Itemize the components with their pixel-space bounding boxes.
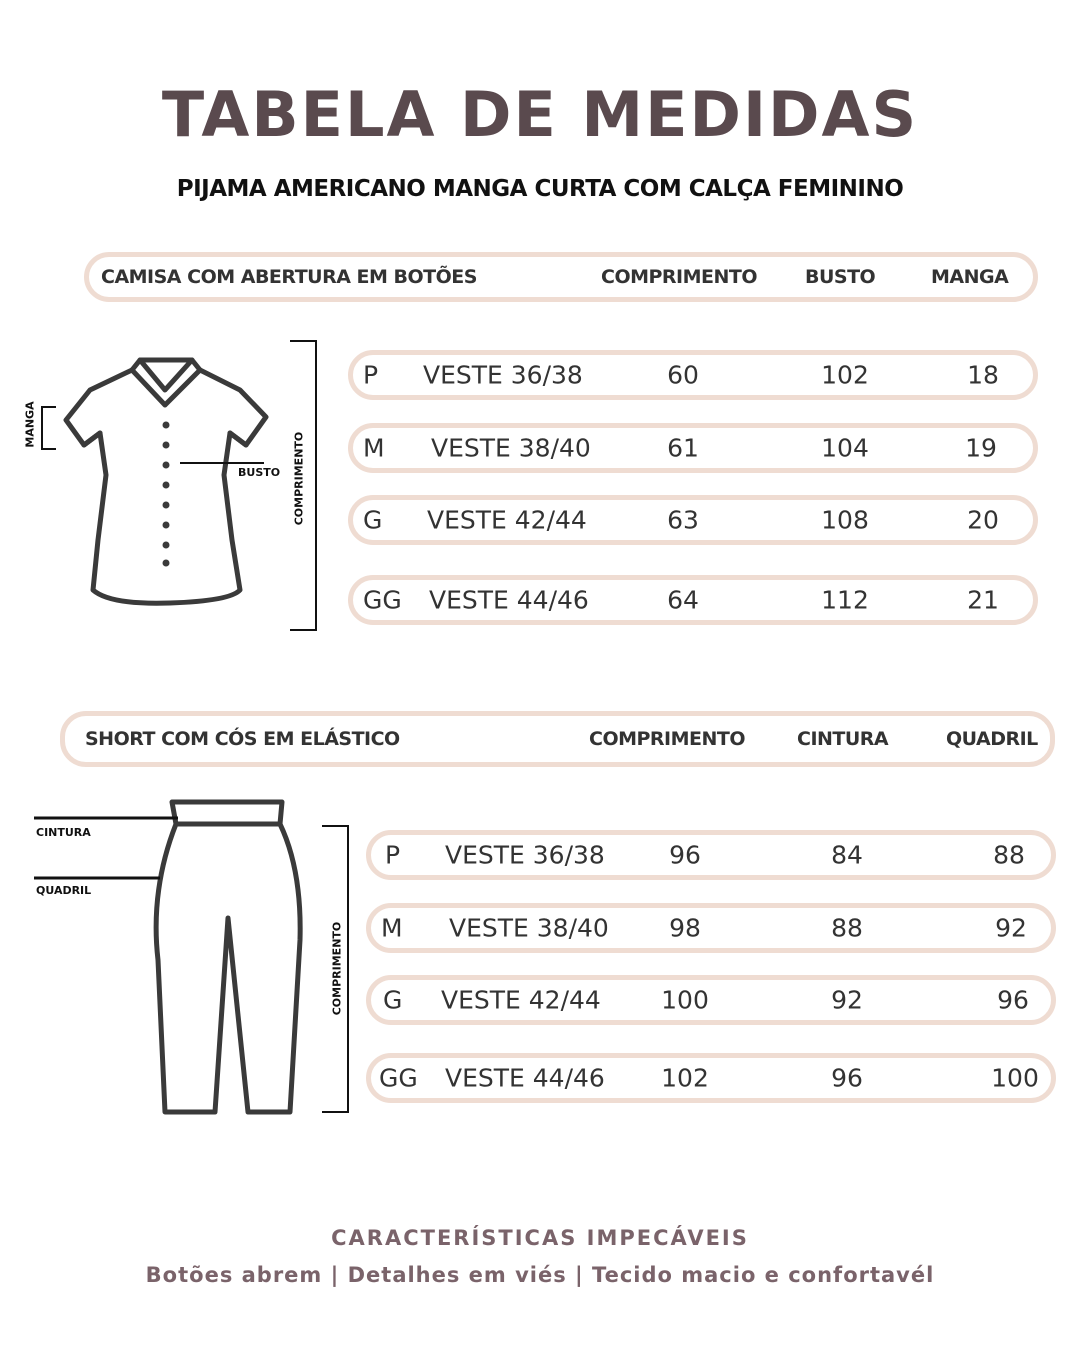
length-value: 64 <box>667 585 699 615</box>
pants-header <box>60 711 1055 767</box>
waist-value: 84 <box>831 840 863 870</box>
waist-value: 92 <box>831 985 863 1015</box>
page-subtitle: PIJAMA AMERICANO MANGA CURTA COM CALÇA FEMININO <box>176 176 904 202</box>
fit-label: VESTE 44/46 <box>429 585 589 615</box>
sleeve-value: 18 <box>967 360 999 390</box>
length-value: 61 <box>667 433 699 463</box>
shirt-header-product: CAMISA COM ABERTURA EM BOTÕES <box>101 266 477 288</box>
pants-row <box>366 1053 1056 1103</box>
pants-header-product: SHORT COM CÓS EM ELÁSTICO <box>85 728 400 750</box>
pants-row <box>366 975 1056 1025</box>
pants-length-label: COMPRIMENTO <box>330 921 344 1016</box>
sleeve-value: 21 <box>967 585 999 615</box>
shirt-header-length: COMPRIMENTO <box>601 266 758 288</box>
bust-value: 104 <box>821 433 869 463</box>
size-label: M <box>381 913 403 943</box>
shirt-row <box>348 350 1038 400</box>
fit-label: VESTE 44/46 <box>445 1063 605 1093</box>
hip-value: 88 <box>993 840 1025 870</box>
shirt-header-bust: BUSTO <box>805 266 876 288</box>
waist-value: 96 <box>831 1063 863 1093</box>
size-label: G <box>383 985 403 1015</box>
pants-header-hip: QUADRIL <box>946 728 1038 750</box>
pants-row <box>366 903 1056 953</box>
page-title: TABELA DE MEDIDAS <box>161 78 919 151</box>
size-label: M <box>363 433 385 463</box>
bust-value: 108 <box>821 505 869 535</box>
shirt-row <box>348 495 1038 545</box>
size-label: P <box>385 840 401 870</box>
waist-value: 88 <box>831 913 863 943</box>
shirt-header <box>84 252 1038 302</box>
shirt-row <box>348 575 1038 625</box>
sleeve-value: 20 <box>967 505 999 535</box>
fit-label: VESTE 38/40 <box>431 433 591 463</box>
bust-value: 102 <box>821 360 869 390</box>
features-details: Botões abrem | Detalhes em viés | Tecido macio e confortavél <box>145 1263 935 1287</box>
size-label: P <box>363 360 379 390</box>
shirt-sleeve-label: MANGA <box>23 401 37 448</box>
pants-hip-label: QUADRIL <box>36 884 92 897</box>
hip-value: 96 <box>997 985 1029 1015</box>
shirt-illustration <box>0 335 330 635</box>
shirt-header-sleeve: MANGA <box>931 266 1009 288</box>
pants-illustration <box>0 790 360 1130</box>
fit-label: VESTE 36/38 <box>445 840 605 870</box>
pants-header-waist: CINTURA <box>797 728 889 750</box>
size-label: G <box>363 505 383 535</box>
pants-waist-label: CINTURA <box>36 826 91 839</box>
bust-value: 112 <box>821 585 869 615</box>
fit-label: VESTE 42/44 <box>441 985 601 1015</box>
features-heading: CARACTERÍSTICAS IMPECÁVEIS <box>331 1226 749 1250</box>
sleeve-value: 19 <box>965 433 997 463</box>
hip-value: 100 <box>991 1063 1039 1093</box>
length-value: 100 <box>661 985 709 1015</box>
size-label: GG <box>363 585 402 615</box>
shirt-length-label: COMPRIMENTO <box>292 431 306 526</box>
fit-label: VESTE 42/44 <box>427 505 587 535</box>
pants-header-length: COMPRIMENTO <box>589 728 746 750</box>
hip-value: 92 <box>995 913 1027 943</box>
shirt-bust-label: BUSTO <box>238 466 281 479</box>
length-value: 60 <box>667 360 699 390</box>
size-label: GG <box>379 1063 418 1093</box>
length-value: 96 <box>669 840 701 870</box>
shirt-row <box>348 423 1038 473</box>
length-value: 102 <box>661 1063 709 1093</box>
length-value: 63 <box>667 505 699 535</box>
fit-label: VESTE 38/40 <box>449 913 609 943</box>
pants-row <box>366 830 1056 880</box>
fit-label: VESTE 36/38 <box>423 360 583 390</box>
length-value: 98 <box>669 913 701 943</box>
